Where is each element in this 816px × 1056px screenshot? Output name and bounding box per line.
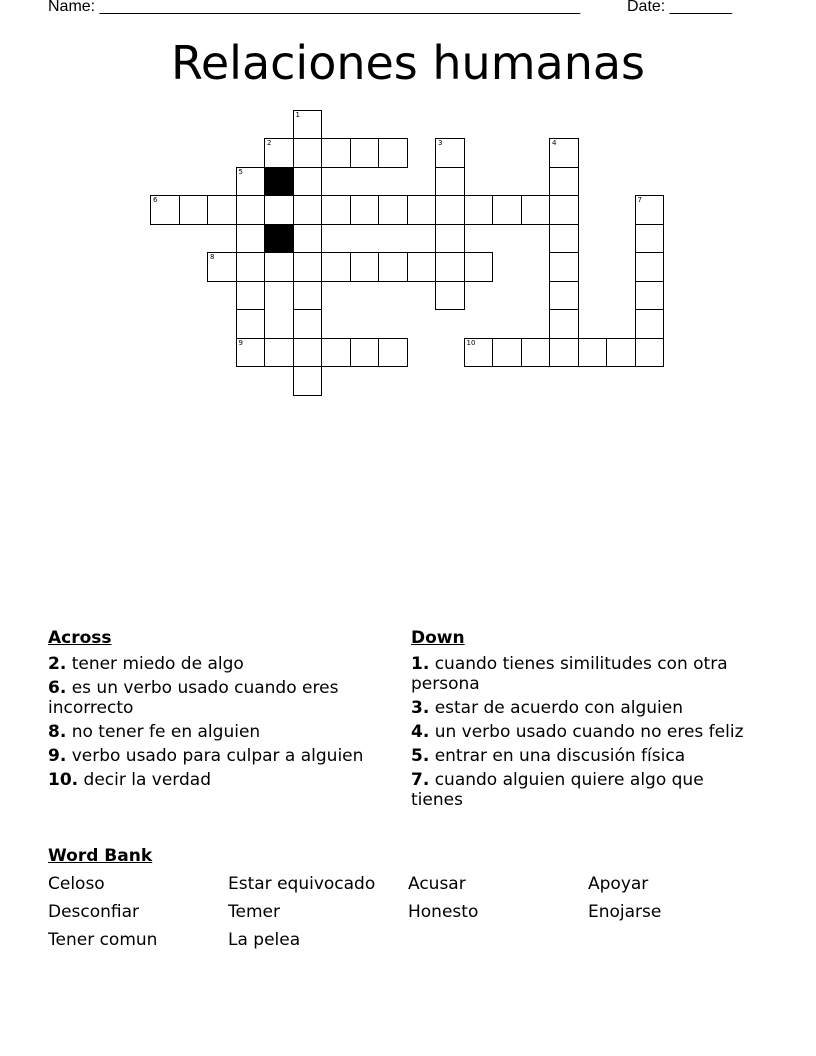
word-bank-item: Honesto	[408, 902, 479, 922]
clue-text: decir la verdad	[78, 770, 211, 790]
clue-number: 1	[295, 110, 300, 119]
clue-number-label: 4.	[411, 722, 430, 742]
grid-cell[interactable]	[293, 110, 323, 140]
clue-number-label: 1.	[411, 654, 430, 674]
grid-cell[interactable]	[464, 252, 494, 282]
grid-cell[interactable]	[293, 338, 323, 368]
grid-cell[interactable]	[207, 252, 237, 282]
grid-cell[interactable]	[378, 138, 408, 168]
grid-cell[interactable]	[293, 281, 323, 311]
grid-cell[interactable]	[264, 252, 294, 282]
clue-text: es un verbo usado cuando eres incorrecto	[48, 678, 339, 718]
clue-number: 9	[238, 338, 243, 347]
clue-text: un verbo usado cuando no eres feliz	[429, 722, 744, 742]
grid-cell[interactable]	[293, 138, 323, 168]
word-bank-item: Temer	[228, 902, 280, 922]
clue-number: 2	[267, 139, 272, 147]
grid-cell[interactable]	[236, 167, 266, 197]
clue-item	[411, 698, 751, 718]
clue-number: 4	[552, 139, 557, 147]
grid-cell[interactable]	[293, 195, 323, 225]
grid-cell[interactable]	[179, 195, 209, 225]
clue-number-label: 5.	[411, 746, 430, 766]
grid-cell[interactable]	[435, 167, 465, 197]
grid-cell[interactable]	[549, 252, 579, 282]
clue-text: entrar en una discusión física	[429, 746, 686, 766]
grid-cell[interactable]	[236, 252, 266, 282]
grid-cell[interactable]	[464, 195, 494, 225]
down-heading: Down	[411, 628, 465, 648]
grid-cell[interactable]	[321, 195, 351, 225]
clue-number: 10	[466, 338, 476, 347]
name-label: Name: ______________________________________________________	[48, 0, 581, 15]
clue-number-label: 3.	[411, 698, 430, 718]
grid-cell[interactable]	[150, 195, 180, 225]
grid-cell[interactable]	[435, 138, 465, 168]
grid-cell[interactable]	[549, 281, 579, 311]
word-bank-item: Enojarse	[588, 902, 662, 922]
grid-cell[interactable]	[350, 338, 380, 368]
grid-cell[interactable]	[407, 252, 437, 282]
crossword-grid	[0, 0, 816, 420]
grid-cell[interactable]	[521, 195, 551, 225]
word-bank-item: Tener comun	[48, 930, 158, 950]
clue-item	[48, 770, 388, 790]
clue-text: cuando alguien quiere algo que tienes	[411, 770, 704, 810]
word-bank-item: Celoso	[48, 874, 105, 894]
clue-text: estar de acuerdo con alguien	[429, 698, 684, 718]
grid-cell[interactable]	[207, 195, 237, 225]
clue-item	[48, 654, 388, 674]
clue-item	[48, 746, 388, 766]
down-clue-list	[411, 654, 751, 810]
clue-text: cuando tienes similitudes con otra persona	[411, 654, 728, 694]
grid-cell[interactable]	[635, 195, 665, 225]
grid-cell[interactable]	[264, 338, 294, 368]
black-cell	[264, 224, 294, 254]
grid-cell[interactable]	[350, 252, 380, 282]
grid-cell[interactable]	[635, 309, 665, 339]
grid-cell[interactable]	[236, 195, 266, 225]
across-clues	[48, 628, 388, 794]
grid-cell[interactable]	[549, 138, 579, 168]
word-bank-item: Desconfiar	[48, 902, 140, 922]
clue-item	[411, 770, 751, 810]
clue-number-label: 10.	[48, 770, 79, 790]
grid-cell[interactable]	[549, 224, 579, 254]
grid-cell[interactable]	[549, 195, 579, 225]
grid-cell[interactable]	[635, 252, 665, 282]
grid-cell[interactable]	[378, 195, 408, 225]
clue-number: 6	[153, 196, 158, 204]
grid-cell[interactable]	[606, 338, 636, 368]
grid-cell[interactable]	[293, 252, 323, 282]
grid-cell[interactable]	[521, 338, 551, 368]
word-bank-item: La pelea	[228, 930, 301, 950]
grid-cell[interactable]	[578, 338, 608, 368]
grid-cell[interactable]	[236, 338, 266, 368]
clue-text: tener miedo de algo	[66, 654, 244, 674]
grid-cell[interactable]	[549, 338, 579, 368]
clue-number-label: 6.	[48, 678, 67, 698]
word-bank-item: Apoyar	[588, 874, 649, 894]
clue-number-label: 7.	[411, 770, 430, 790]
page-title: Relaciones humanas	[170, 36, 646, 90]
down-clues	[411, 628, 751, 814]
black-cell	[264, 167, 294, 197]
grid-cell[interactable]	[378, 252, 408, 282]
grid-cell[interactable]	[264, 138, 294, 168]
grid-cell[interactable]	[264, 195, 294, 225]
grid-cell[interactable]	[293, 224, 323, 254]
grid-cell[interactable]	[635, 224, 665, 254]
across-clue-list	[48, 654, 388, 790]
grid-cell[interactable]	[350, 138, 380, 168]
clue-item	[411, 746, 751, 766]
grid-cell[interactable]	[492, 195, 522, 225]
clue-number: 8	[210, 253, 215, 261]
clue-number-label: 8.	[48, 722, 67, 742]
clue-number-label: 9.	[48, 746, 67, 766]
clue-number-label: 2.	[48, 654, 67, 674]
clue-number: 5	[238, 167, 243, 176]
clue-item	[48, 722, 388, 742]
across-heading: Across	[48, 628, 112, 648]
grid-cell[interactable]	[293, 167, 323, 197]
clue-item	[411, 654, 751, 694]
clue-text: no tener fe en alguien	[66, 722, 261, 742]
grid-cell[interactable]	[321, 252, 351, 282]
clue-item	[411, 722, 751, 742]
grid-cell[interactable]	[236, 281, 266, 311]
date-label: Date: _______	[627, 0, 732, 15]
clue-text: verbo usado para culpar a alguien	[66, 746, 364, 766]
clue-item	[48, 678, 388, 718]
word-bank-title: Word Bank	[48, 846, 153, 866]
word-bank	[48, 873, 768, 951]
grid-cell[interactable]	[635, 281, 665, 311]
grid-cell[interactable]	[635, 338, 665, 368]
grid-cell[interactable]	[549, 309, 579, 339]
grid-cell[interactable]	[464, 338, 494, 368]
grid-cell[interactable]	[549, 167, 579, 197]
grid-cell[interactable]	[321, 338, 351, 368]
grid-cell[interactable]	[407, 195, 437, 225]
grid-cell[interactable]	[435, 195, 465, 225]
grid-cell[interactable]	[350, 195, 380, 225]
word-bank-item: Estar equivocado	[228, 874, 376, 894]
grid-cell[interactable]	[236, 224, 266, 254]
grid-cell[interactable]	[293, 309, 323, 339]
clue-number: 3	[438, 139, 443, 147]
grid-cell[interactable]	[293, 366, 323, 396]
grid-cell[interactable]	[435, 252, 465, 282]
grid-cell[interactable]	[435, 281, 465, 311]
word-bank-item: Acusar	[408, 874, 466, 894]
grid-cell[interactable]	[321, 138, 351, 168]
grid-cell[interactable]	[236, 309, 266, 339]
grid-cell[interactable]	[378, 338, 408, 368]
grid-cell[interactable]	[492, 338, 522, 368]
clue-number: 7	[637, 196, 642, 204]
grid-cell[interactable]	[435, 224, 465, 254]
